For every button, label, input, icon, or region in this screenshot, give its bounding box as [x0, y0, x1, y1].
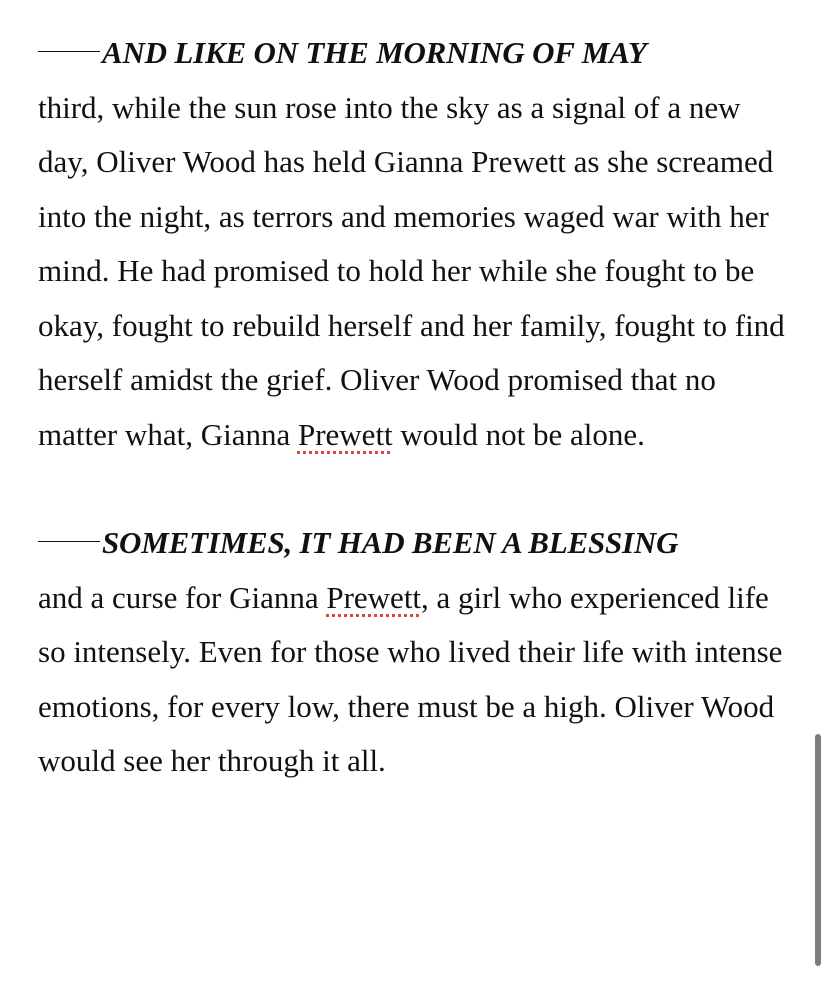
paragraph-lead-in: SOMETIMES, IT HAD BEEN A BLESSING	[102, 525, 679, 560]
paragraph-1	[38, 26, 798, 462]
paragraph-2	[38, 516, 798, 789]
document-body	[38, 26, 798, 789]
paragraph-text-end: would not be alone.	[392, 416, 645, 452]
spellcheck-flagged-word[interactable]: Prewett	[326, 579, 422, 615]
paragraph-text-end: , a girl who experienced life so intensely. Even for those who lived their life with intense emotions, for every low, there must be a high. Oliver Wood would see her through it all.	[38, 579, 783, 778]
paragraph-text: third, while the sun rose into the sky as a signal of a new day, Oliver Wood has held Gianna Prewett as she screamed into the night, as terrors and memories waged war with her mind. He had promised to hold her while she fought to be okay, fought to rebuild herself and her family, fought to find herself amidst the grief. Oliver Wood promised that no matter what, Gianna	[38, 89, 785, 452]
spellcheck-flagged-word[interactable]: Prewett	[297, 416, 393, 452]
paragraph-lead-in: AND LIKE ON THE MORNING OF MAY	[102, 35, 647, 70]
em-dash-divider	[38, 541, 100, 543]
em-dash-divider	[38, 51, 100, 53]
vertical-scrollbar[interactable]	[815, 734, 821, 966]
paragraph-text: and a curse for Gianna	[38, 579, 327, 615]
